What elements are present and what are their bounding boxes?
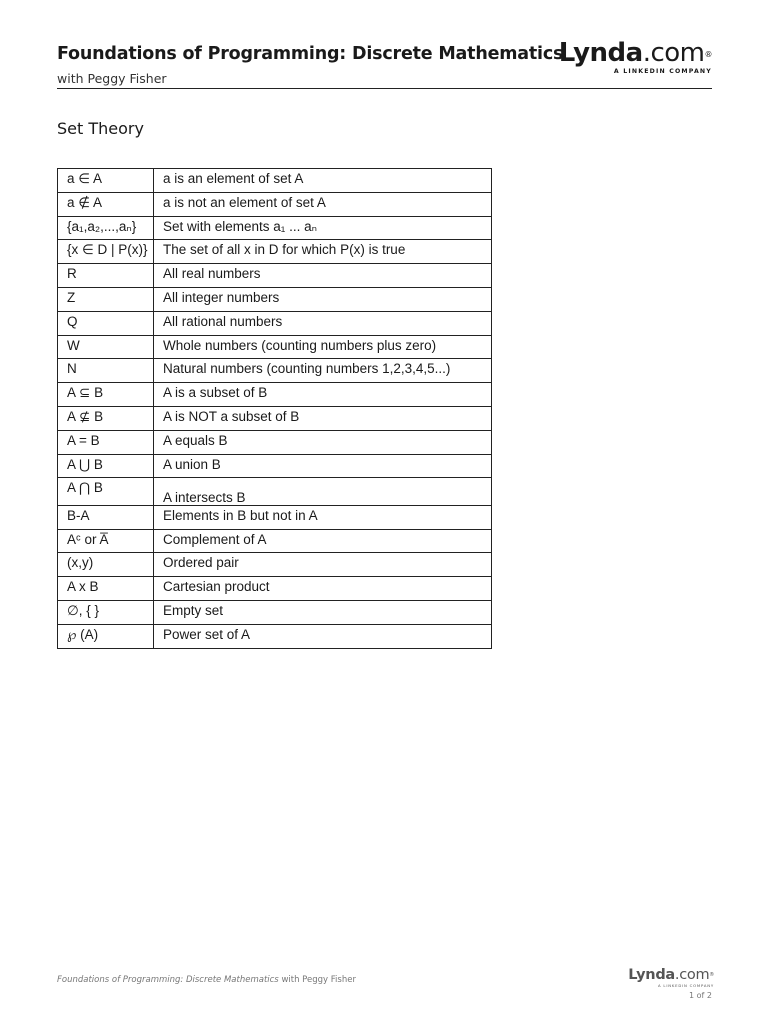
table-row — [58, 216, 492, 240]
notation-description: All integer numbers — [154, 287, 492, 311]
footer-logo-domain: .com — [674, 967, 710, 983]
notation-description-text: A intersects B — [163, 490, 246, 506]
notation-description: A union B — [154, 454, 492, 478]
notation-symbol: A ⊈ B — [58, 406, 154, 430]
table-row — [58, 624, 492, 648]
notation-description: a is an element of set A — [154, 169, 492, 193]
notation-symbol: N — [58, 359, 154, 383]
table-row — [58, 406, 492, 430]
table-row — [58, 454, 492, 478]
table-row — [58, 192, 492, 216]
page-number: 1 of 2 — [689, 991, 712, 1000]
logo-domain: .com — [642, 38, 705, 68]
set-notation-table — [57, 168, 492, 649]
lynda-logo — [559, 40, 712, 75]
table-row — [58, 430, 492, 454]
notation-description — [154, 478, 492, 506]
section-title: Set Theory — [57, 119, 144, 138]
notation-description: Empty set — [154, 601, 492, 625]
table-row — [58, 335, 492, 359]
table-row — [58, 240, 492, 264]
table-row — [58, 264, 492, 288]
registered-mark: ® — [704, 50, 712, 59]
notation-description: Ordered pair — [154, 553, 492, 577]
notation-description: Elements in B but not in A — [154, 505, 492, 529]
footer-logo — [628, 968, 714, 988]
notation-symbol: a ∈ A — [58, 169, 154, 193]
notation-symbol: R — [58, 264, 154, 288]
notation-description: Set with elements a₁ ... aₙ — [154, 216, 492, 240]
notation-symbol: a ∉ A — [58, 192, 154, 216]
logo-wordmark — [559, 40, 712, 66]
table-row — [58, 478, 492, 506]
notation-symbol: (x,y) — [58, 553, 154, 577]
notation-symbol: {x ∈ D | P(x)} — [58, 240, 154, 264]
course-title: Foundations of Programming: Discrete Mathematics — [57, 44, 564, 64]
notation-symbol: Z — [58, 287, 154, 311]
notation-description: The set of all x in D for which P(x) is true — [154, 240, 492, 264]
notation-symbol: A ⊆ B — [58, 383, 154, 407]
table-row — [58, 359, 492, 383]
notation-symbol: A x B — [58, 577, 154, 601]
notation-description: A equals B — [154, 430, 492, 454]
table-row — [58, 505, 492, 529]
footer-registered-mark: ® — [709, 972, 714, 978]
table-row — [58, 169, 492, 193]
logo-tagline: A LINKEDIN COMPANY — [613, 68, 712, 75]
notation-description: Natural numbers (counting numbers 1,2,3,4,5...) — [154, 359, 492, 383]
notation-symbol: ℘ (A) — [58, 624, 154, 648]
notation-description: A is NOT a subset of B — [154, 406, 492, 430]
footer-logo-tagline: A LINKEDIN COMPANY — [658, 983, 714, 988]
table-row — [58, 311, 492, 335]
footer-logo-wordmark — [628, 968, 714, 983]
notation-symbol: A ⋂ B — [58, 478, 154, 506]
notation-symbol: A = B — [58, 430, 154, 454]
notation-symbol: B-A — [58, 505, 154, 529]
notation-description: A is a subset of B — [154, 383, 492, 407]
footer-credit — [57, 975, 356, 985]
notation-description: a is not an element of set A — [154, 192, 492, 216]
course-instructor: with Peggy Fisher — [57, 71, 167, 86]
notation-symbol: A ⋃ B — [58, 454, 154, 478]
notation-symbol: Q — [58, 311, 154, 335]
table-row — [58, 577, 492, 601]
footer-logo-brand: Lynda — [628, 967, 675, 983]
table-row — [58, 383, 492, 407]
logo-brand: Lynda — [558, 38, 643, 68]
notation-description: Cartesian product — [154, 577, 492, 601]
notation-description: Power set of A — [154, 624, 492, 648]
notation-symbol: {a₁,a₂,...,aₙ} — [58, 216, 154, 240]
notation-symbol: ∅, { } — [58, 601, 154, 625]
notation-description: All real numbers — [154, 264, 492, 288]
notation-description: All rational numbers — [154, 311, 492, 335]
footer-course: Foundations of Programming: Discrete Mathematics — [57, 975, 279, 985]
notation-description: Complement of A — [154, 529, 492, 553]
footer-author: with Peggy Fisher — [278, 975, 356, 985]
header-divider — [57, 88, 712, 89]
table-body — [58, 169, 492, 649]
table-row — [58, 287, 492, 311]
table-row — [58, 553, 492, 577]
notation-description: Whole numbers (counting numbers plus zero) — [154, 335, 492, 359]
table-row — [58, 529, 492, 553]
notation-symbol: W — [58, 335, 154, 359]
table-row — [58, 601, 492, 625]
notation-symbol: Aᶜ or A̅ — [58, 529, 154, 553]
